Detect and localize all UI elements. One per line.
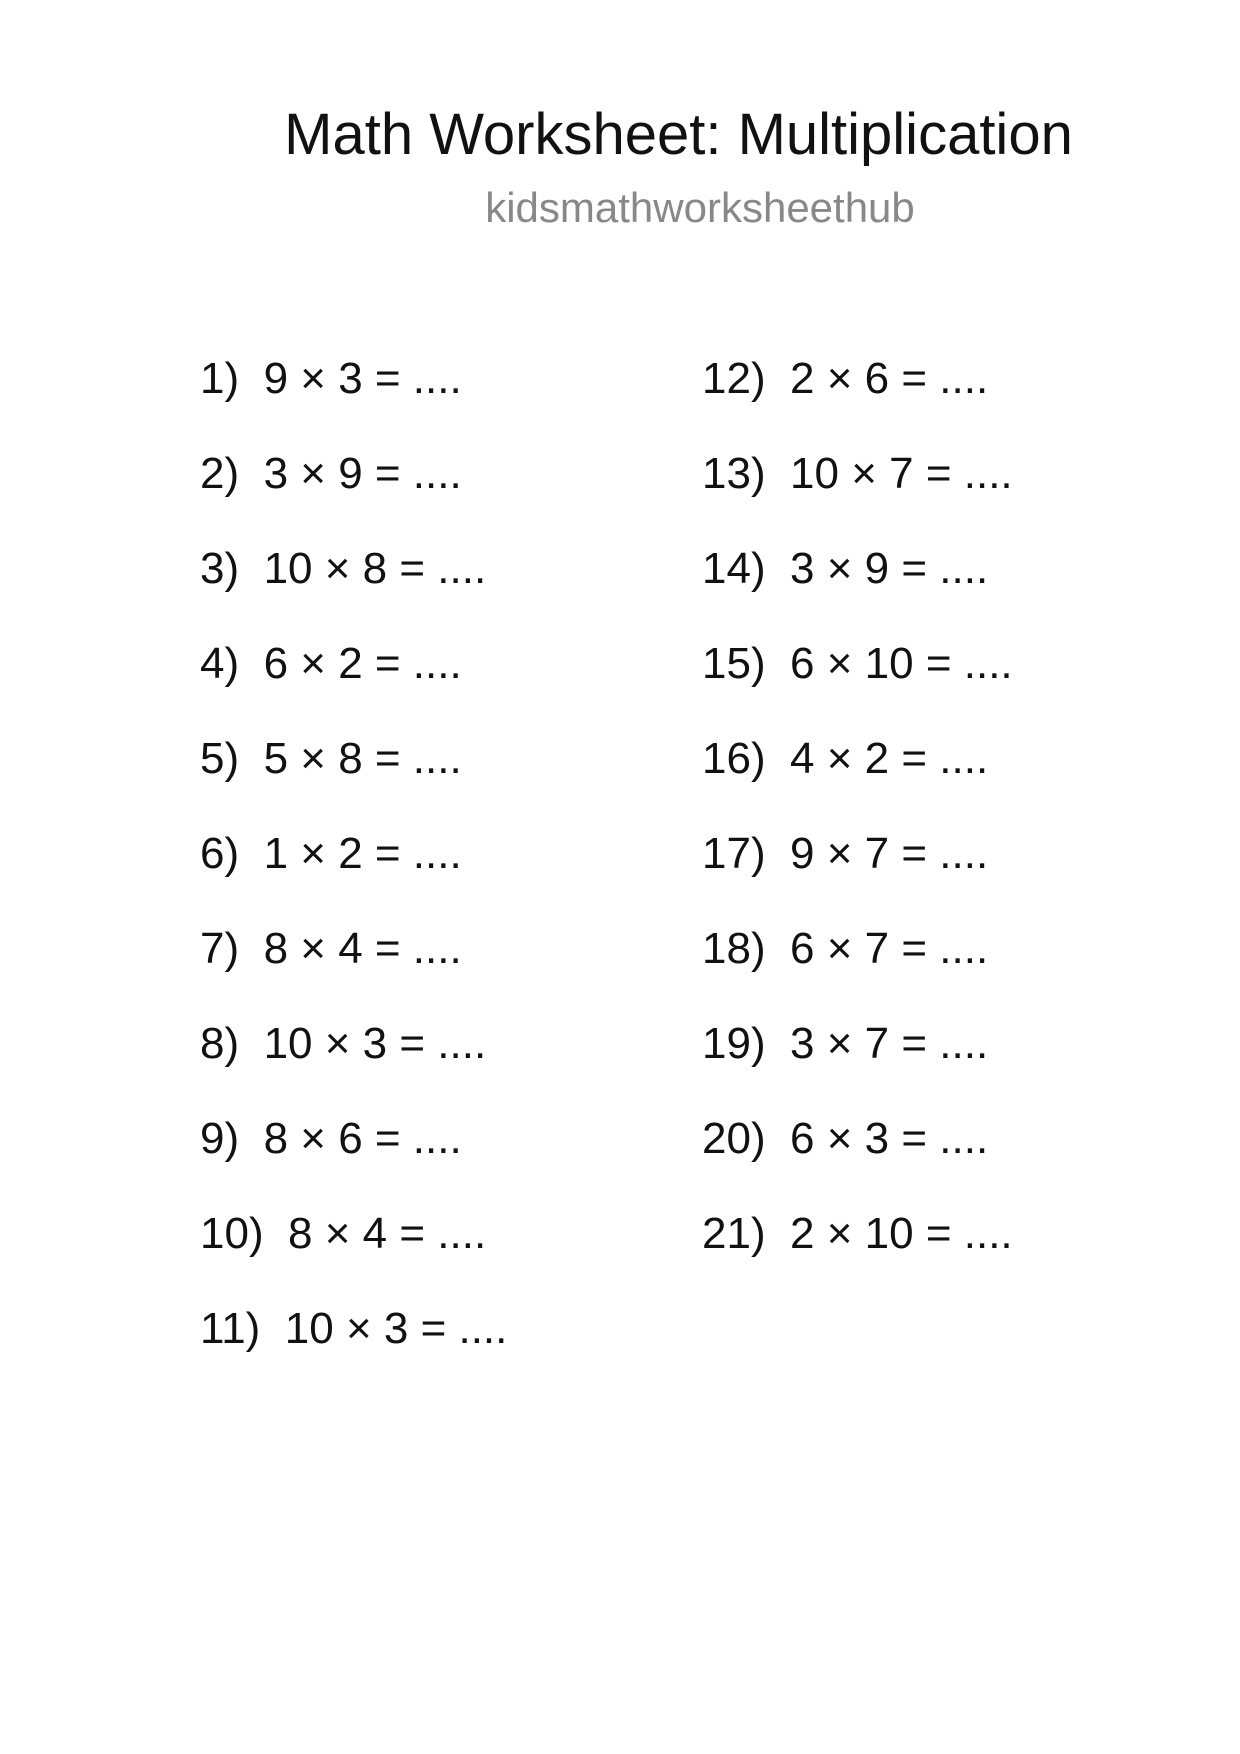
problem-item (702, 1199, 1013, 1294)
problem-item (200, 534, 507, 629)
problem-item (702, 724, 1013, 819)
problem-number: 9) (200, 1114, 240, 1163)
problem-expression: 2 × 10 = .... (790, 1209, 1013, 1258)
problem-number: 2) (200, 449, 240, 498)
problem-item (702, 439, 1013, 534)
problem-expression: 3 × 7 = .... (790, 1019, 989, 1068)
problem-item (702, 819, 1013, 914)
problem-item (200, 344, 507, 439)
problem-item (702, 534, 1013, 629)
problem-item (702, 914, 1013, 1009)
problem-item (200, 724, 507, 819)
problem-number: 7) (200, 924, 240, 973)
problem-expression: 10 × 8 = .... (263, 544, 487, 593)
problem-number: 19) (702, 1019, 766, 1068)
problem-expression: 9 × 7 = .... (790, 829, 989, 878)
problem-number: 20) (702, 1114, 766, 1163)
problem-number: 16) (702, 734, 766, 783)
problem-number: 15) (702, 639, 766, 688)
problem-item (200, 1199, 507, 1294)
problem-number: 4) (200, 639, 240, 688)
problem-item (200, 629, 507, 724)
problem-expression: 2 × 6 = .... (790, 354, 989, 403)
problem-item (702, 629, 1013, 724)
site-name: kidsmathworksheethub (485, 184, 915, 231)
problem-item (200, 819, 507, 914)
problem-column-right (702, 344, 1013, 1294)
problem-number: 14) (702, 544, 766, 593)
problem-number: 11) (200, 1304, 261, 1353)
problem-item (200, 1294, 507, 1389)
page-title: Math Worksheet: Multiplication (284, 102, 1073, 167)
problem-expression: 6 × 3 = .... (790, 1114, 989, 1163)
problem-expression: 8 × 4 = .... (263, 924, 462, 973)
problem-expression: 3 × 9 = .... (790, 544, 989, 593)
problem-item (200, 1009, 507, 1104)
problem-item (702, 344, 1013, 439)
problem-number: 5) (200, 734, 240, 783)
problem-number: 17) (702, 829, 766, 878)
problem-item (702, 1104, 1013, 1199)
problem-item (200, 439, 507, 534)
problem-number: 10) (200, 1209, 264, 1258)
problem-expression: 6 × 2 = .... (263, 639, 462, 688)
problem-expression: 6 × 10 = .... (790, 639, 1013, 688)
problem-expression: 8 × 6 = .... (263, 1114, 462, 1163)
problem-column-left (200, 344, 507, 1389)
problem-number: 3) (200, 544, 240, 593)
problem-expression: 5 × 8 = .... (263, 734, 462, 783)
problem-number: 12) (702, 354, 766, 403)
problem-expression: 9 × 3 = .... (263, 354, 462, 403)
problem-number: 1) (200, 354, 240, 403)
problem-expression: 10 × 3 = .... (284, 1304, 508, 1353)
problem-expression: 3 × 9 = .... (263, 449, 462, 498)
problem-number: 13) (702, 449, 766, 498)
problem-expression: 8 × 4 = .... (288, 1209, 487, 1258)
problem-number: 6) (200, 829, 240, 878)
problem-expression: 6 × 7 = .... (790, 924, 989, 973)
problem-item (200, 1104, 507, 1199)
problem-number: 21) (702, 1209, 766, 1258)
problem-expression: 4 × 2 = .... (790, 734, 989, 783)
problem-expression: 10 × 3 = .... (263, 1019, 487, 1068)
problem-number: 18) (702, 924, 766, 973)
problem-expression: 1 × 2 = .... (263, 829, 462, 878)
problem-number: 8) (200, 1019, 240, 1068)
problem-item (702, 1009, 1013, 1104)
problem-item (200, 914, 507, 1009)
problem-expression: 10 × 7 = .... (790, 449, 1013, 498)
